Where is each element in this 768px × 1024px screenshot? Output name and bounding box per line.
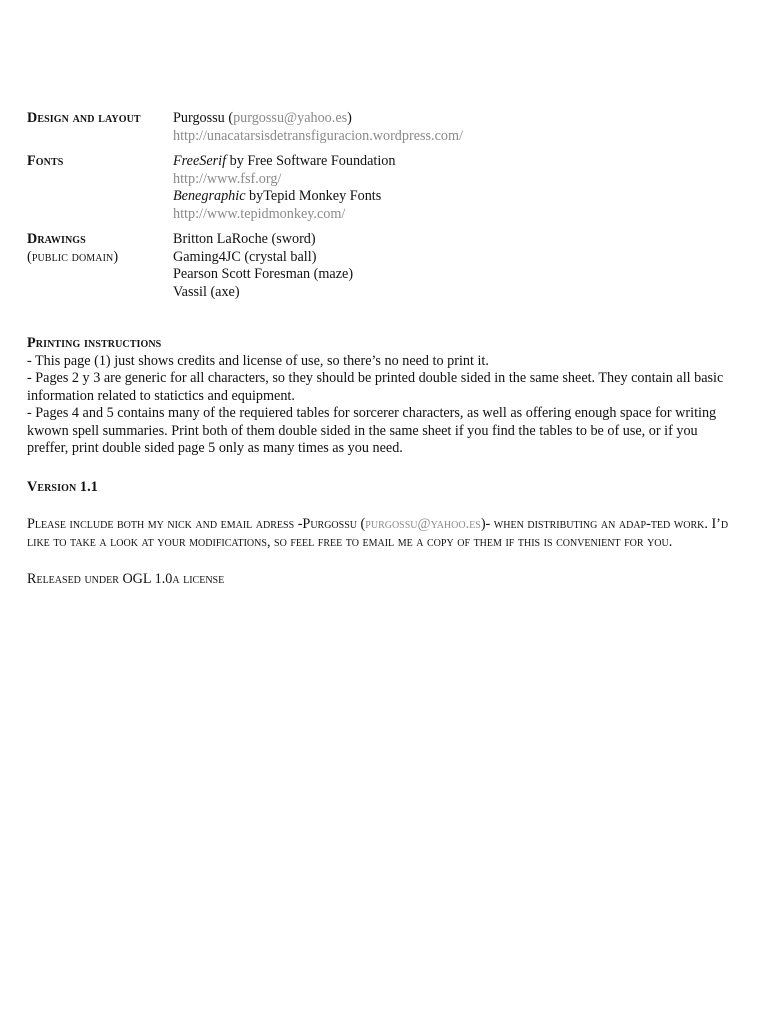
drawings-value [173,231,742,301]
drawing-item: Britton LaRoche (sword) [173,231,316,247]
version-label: Version 1.1 [27,478,98,495]
printing-line: - Pages 2 y 3 are generic for all characters, so they should be printed double sided in the same sheet. They contain all basic information related to statictics and equipment. [27,370,724,404]
credit-row-drawings [27,231,742,301]
design-author: Purgossu [173,110,225,126]
font2-name: Benegraphic [173,188,246,204]
design-label: Design and layout [27,110,141,126]
design-value [173,110,742,145]
version-section [27,479,742,497]
notice-email: purgossu@yahoo.es [365,516,481,532]
drawings-label: Drawings [27,231,86,247]
font2-by: byTepid Monkey Fonts [245,188,382,204]
fonts-value [173,153,742,223]
drawing-item: Gaming4JC (crystal ball) [173,248,317,265]
design-paren-open: ( [224,110,234,126]
drawings-label-block [27,231,173,266]
font1-line [173,153,742,171]
drawing-item: Pearson Scott Foresman (maze) [173,266,354,282]
printing-section [27,335,742,458]
design-url: http://unacatarsisdetransfiguracion.wordpress.com/ [173,127,463,144]
credit-row-fonts [27,153,742,223]
printing-line: - Pages 4 and 5 contains many of the requiered tables for sorcerer characters, as well as offering enough space for writing kwown spell summaries. Print both of them double sided in the same sheet if you find the tables to be of use, or if you preffer, print double sided page 5 only as many times as you need. [27,405,717,456]
font1-by: by Free Software Foundation [226,153,396,169]
printing-line: - This page (1) just shows credits and license of use, so there’s no need to print it. [27,352,489,369]
fonts-label: Fonts [27,153,64,169]
font2-line [173,188,742,206]
notice-part2: )- when distributing an adap-ted work. I’d like to take a look at your modifications, so feel free to email me a copy of them if this is convenient for you. [27,516,729,550]
font1-url: http://www.fsf.org/ [173,170,282,187]
notice-section [27,516,742,551]
credits-page [27,110,742,589]
license-text: Released under OGL 1.0a license [27,571,225,587]
license-section [27,571,742,589]
printing-title: Printing instructions [27,335,162,351]
design-author-line [173,110,742,128]
design-paren-close: ) [347,110,352,126]
design-email: purgossu@yahoo.es [233,110,348,126]
credit-row-design [27,110,742,145]
drawing-item: Vassil (axe) [173,283,240,300]
font2-url: http://www.tepidmonkey.com/ [173,205,346,222]
font1-name: FreeSerif [173,153,227,169]
drawings-sublabel: (public domain) [27,248,119,265]
notice-part1: Please include both my nick and email adress -Purgossu ( [27,516,366,532]
